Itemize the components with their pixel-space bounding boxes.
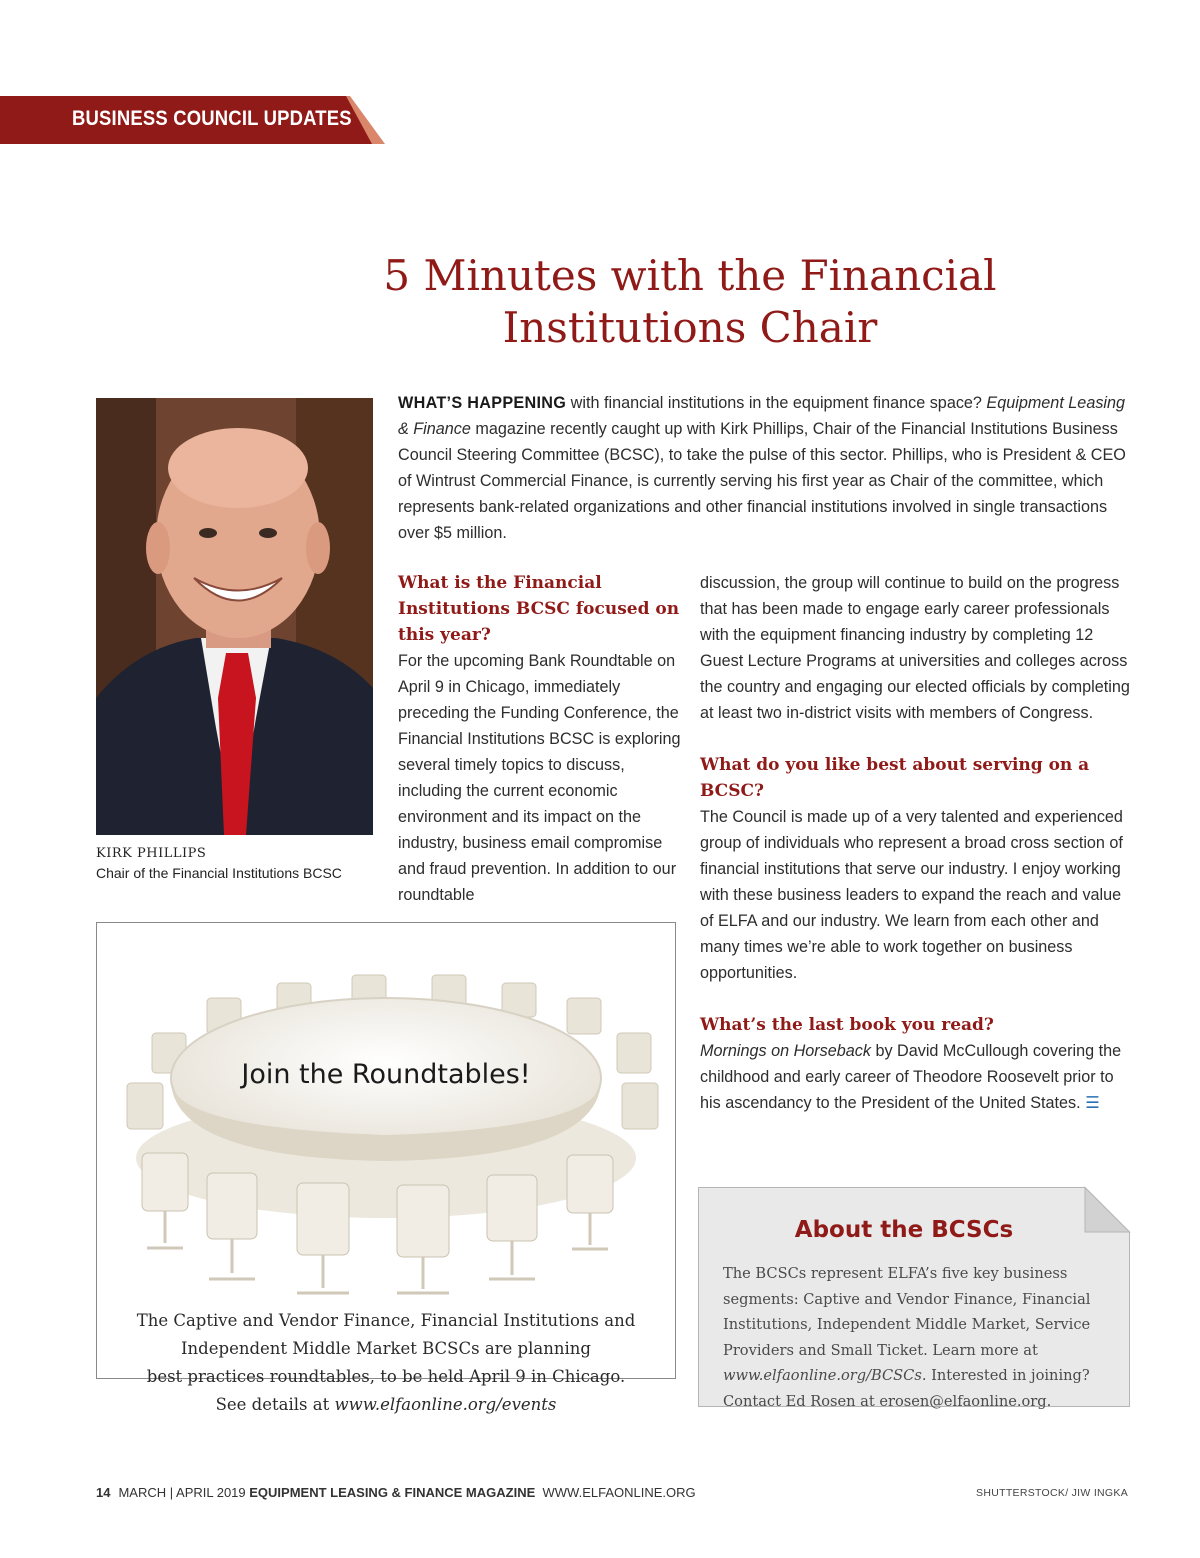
about-bcscs-box	[698, 1187, 1130, 1410]
question-3: What’s the last book you read?	[700, 1015, 994, 1035]
roundtable-details-prefix: See details at	[215, 1395, 335, 1414]
caption-role: Chair of the Financial Institutions BCSC	[96, 865, 342, 881]
roundtable-heading: Join the Roundtables!	[241, 1059, 531, 1090]
about-bcscs-link[interactable]: www.elfaonline.org/BCSCs	[723, 1367, 922, 1384]
banner-label: BUSINESS COUNCIL UPDATES	[72, 107, 352, 130]
title-line-2: Institutions Chair	[502, 303, 878, 352]
answer-1-part-1: For the upcoming Bank Roundtable on April 9 in Chicago, immediately preceding the Funding Conference, the Financial Institutions BCSC is exploring several timely topics to discuss, including the current economic environment and its impact on the industry, business email compromise and fraud prevention. In addition to our roundtable	[398, 652, 681, 904]
about-text-1: The BCSCs represent ELFA’s five key business segments: Captive and Vendor Finance, Financial Institutions, Independent Middle Market, Service Providers and Small Ticket. Learn more at	[723, 1265, 1091, 1359]
roundtable-line-1: The Captive and Vendor Finance, Financial Institutions and	[136, 1311, 636, 1330]
end-mark-icon: ☰	[1085, 1094, 1100, 1112]
answer-3-text: by David McCullough covering the childhood and early career of Theodore Roosevelt prior to his ascendancy to the President of the United States.	[700, 1042, 1122, 1112]
answer-2: The Council is made up of a very talented and experienced group of individuals who represent a broad cross section of financial institutions that serve our industry. I enjoy working with these business leaders to expand the reach and value of ELFA and our industry. We learn from each other and many times we’re able to work together on business opportunities.	[700, 808, 1123, 982]
footer-magazine: EQUIPMENT LEASING & FINANCE MAGAZINE	[249, 1485, 536, 1500]
roundtable-line-2: Independent Middle Market BCSCs are planning	[181, 1339, 591, 1358]
intro-magazine-name: Equipment Leasing & Finance	[398, 394, 1126, 438]
intro-paragraph	[398, 390, 1128, 546]
title-line-1: 5 Minutes with the Financial	[383, 251, 997, 300]
spacer	[700, 986, 1130, 1012]
book-title: Mornings on Horseback	[700, 1042, 871, 1060]
about-text-2: . Interested in joining? Contact Ed Rosen at erosen@elfaonline.org.	[723, 1367, 1090, 1410]
roundtable-events-link[interactable]: www.elfaonline.org/events	[334, 1395, 557, 1414]
article-title	[330, 250, 1050, 354]
section-banner	[0, 96, 385, 144]
about-title: About the BCSCs	[794, 1217, 1014, 1243]
intro-lead: WHAT’S HAPPENING	[398, 394, 567, 412]
caption-name: KIRK PHILLIPS	[96, 846, 207, 861]
page-footer	[96, 1485, 696, 1500]
intro-text-2: magazine recently caught up with Kirk Phillips, Chair of the Financial Institutions Business Council Steering Committee (BCSC), to take the pulse of this sector. Phillips, who is President & CEO of Wintrust Commercial Finance, is currently serving his first year as Chair of the committee, which represents bank-related organizations and other financial institutions involved in single transactions over $5 million.	[398, 420, 1126, 542]
roundtable-callout	[96, 922, 676, 1414]
about-text	[723, 1261, 1103, 1414]
spacer	[700, 726, 1130, 752]
photo-credit: SHUTTERSTOCK/ JIW INGKA	[976, 1487, 1128, 1499]
portrait-photo	[96, 398, 373, 835]
question-1: What is the Financial Institutions BCSC focused on this year?	[398, 573, 680, 645]
roundtable-line-3: best practices roundtables, to be held April 9 in Chicago.	[146, 1367, 626, 1386]
roundtable-body	[117, 1307, 655, 1419]
about-body	[723, 1261, 1103, 1414]
footer-site: WWW.ELFAONLINE.ORG	[535, 1485, 696, 1500]
answer-3	[700, 1038, 1130, 1116]
page-number: 14	[96, 1485, 111, 1500]
answer-1-part-2: discussion, the group will continue to build on the progress that has been made to engage early career professionals with the equipment financing industry by completing 12 Guest Lecture Programs at universities and colleges across the country and engaging our elected officials by completing at least two in-district visits with members of Congress.	[700, 574, 1130, 722]
footer-issue: MARCH | APRIL 2019	[118, 1485, 250, 1500]
portrait-illustration	[96, 398, 373, 835]
column-right	[700, 570, 1130, 1116]
question-2: What do you like best about serving on a BCSC?	[700, 755, 1090, 801]
roundtable-line-4	[117, 1391, 655, 1419]
intro-text-1: with financial institutions in the equipment finance space?	[566, 394, 987, 412]
column-left	[398, 570, 683, 908]
